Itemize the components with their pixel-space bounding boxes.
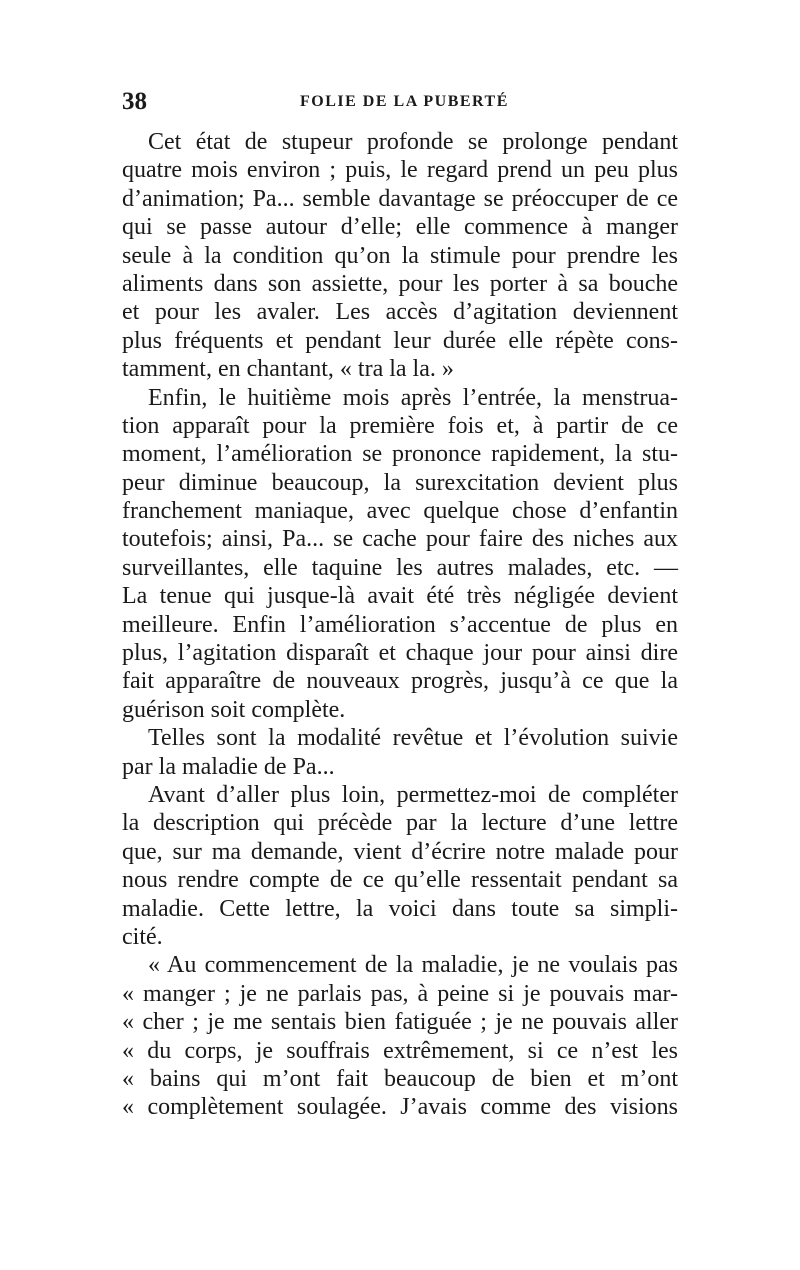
paragraph xyxy=(122,724,678,781)
text-line: moment, l’amélioration se prononce rapidement, la stu- xyxy=(122,441,678,468)
text-line: d’animation; Pa... semble davantage se préoccuper de ce xyxy=(122,185,678,212)
text-line: et pour les avaler. Les accès d’agitation deviennent xyxy=(122,299,678,326)
running-head xyxy=(122,88,682,118)
quote-line: « complètement soulagée. J’avais comme des visions xyxy=(122,1094,678,1121)
text-line: maladie. Cette lettre, la voici dans toute sa simpli- xyxy=(122,895,678,922)
text-line: plus fréquents et pendant leur durée elle répète cons- xyxy=(122,327,678,354)
text-line: que, sur ma demande, vient d’écrire notre malade pour xyxy=(122,838,678,865)
text-line: cité. xyxy=(122,923,163,950)
text-line: seule à la condition qu’on la stimule pour prendre les xyxy=(122,242,678,269)
text-line: la description qui précède par la lecture d’une lettre xyxy=(122,810,678,837)
text-line: quatre mois environ ; puis, le regard prend un peu plus xyxy=(122,157,678,184)
text-line: Cet état de stupeur profonde se prolonge pendant xyxy=(148,129,678,155)
text-line: Avant d’aller plus loin, permettez-moi de compléter xyxy=(148,781,678,808)
text-line: tion apparaît pour la première fois et, à partir de ce xyxy=(122,412,678,439)
paragraph xyxy=(122,128,678,384)
paragraph xyxy=(122,384,678,725)
text-line: guérison soit complète. xyxy=(122,696,346,723)
text-line: qui se passe autour d’elle; elle commence à manger xyxy=(122,214,678,241)
text-line: toutefois; ainsi, Pa... se cache pour faire des niches aux xyxy=(122,526,678,553)
paragraph xyxy=(122,781,678,951)
quote-line: « Au commencement de la maladie, je ne voulais pas xyxy=(148,952,678,979)
body-text xyxy=(122,128,678,1122)
text-line: nous rendre compte de ce qu’elle ressentait pendant sa xyxy=(122,867,678,894)
text-line: Enfin, le huitième mois après l’entrée, la menstrua- xyxy=(148,384,678,411)
quoted-letter xyxy=(122,951,678,1121)
text-line: Telles sont la modalité revêtue et l’évolution suivie xyxy=(148,725,678,752)
text-line: meilleure. Enfin l’amélioration s’accentue de plus en xyxy=(122,611,678,638)
text-line: surveillantes, elle taquine les autres malades, etc. — xyxy=(122,554,678,581)
text-line: La tenue qui jusque-là avait été très négligée devient xyxy=(122,583,678,610)
running-title: FOLIE DE LA PUBERTÉ xyxy=(300,93,509,110)
quote-line: « cher ; je me sentais bien fatiguée ; je ne pouvais aller xyxy=(122,1009,678,1036)
quote-line: « manger ; je ne parlais pas, à peine si je pouvais mar- xyxy=(122,980,678,1007)
quote-line: « du corps, je souffrais extrêmement, si ce n’est les xyxy=(122,1037,678,1064)
quote-line: « bains qui m’ont fait beaucoup de bien et m’ont xyxy=(122,1065,678,1092)
text-line: aliments dans son assiette, pour les porter à sa bouche xyxy=(122,270,678,297)
text-line: fait apparaître de nouveaux progrès, jusqu’à ce que la xyxy=(122,668,678,695)
text-line: tamment, en chantant, « tra la la. » xyxy=(122,356,454,383)
page-number: 38 xyxy=(122,88,147,115)
text-line: peur diminue beaucoup, la surexcitation devient plus xyxy=(122,469,678,496)
text-line: plus, l’agitation disparaît et chaque jour pour ainsi dire xyxy=(122,640,678,667)
text-line: par la maladie de Pa... xyxy=(122,753,335,780)
text-line: franchement maniaque, avec quelque chose d’enfantin xyxy=(122,498,678,525)
